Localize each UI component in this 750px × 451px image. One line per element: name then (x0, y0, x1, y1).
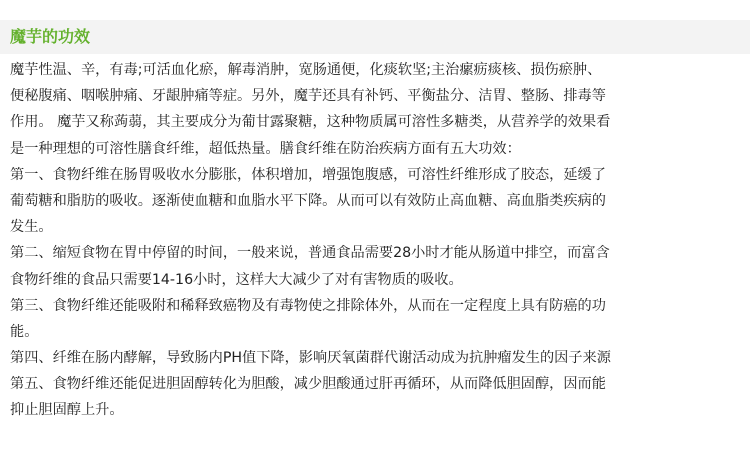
body-line-14: 抑止胆固醇上升。 (10, 402, 124, 419)
heading-bar (0, 20, 750, 54)
article-body (10, 57, 748, 424)
body-line-9: 食物纤维的食品只需要14-16小时，这样大大减少了对有害物质的吸收。 (10, 271, 463, 288)
body-line-12: 第四、纤维在肠内酵解，导致肠内PH值下降，影响厌氧菌群代谢活动成为抗肿瘤发生的因子来源 (10, 350, 611, 367)
body-line-8: 第二、缩短食物在胃中停留的时间，一般来说，普通食品需要28小时才能从肠道中排空，而富含 (10, 245, 610, 262)
body-line-6: 葡萄糖和脂肪的吸收。逐渐使血糖和血脂水平下降。从而可以有效防止高血糖、高血脂类疾病的 (10, 192, 606, 209)
body-line-2: 便秘腹痛、咽喉肿痛、牙龈肿痛等症。另外，魔芋还具有补钙、平衡盐分、洁胃、整肠、排毒等 (10, 88, 606, 105)
body-line-1: 魔芋性温、辛，有毒;可活血化瘀，解毒消肿，宽肠通便，化痰软坚;主治瘰疬痰核、损伤瘀肿、 (10, 62, 602, 78)
article-heading: 魔芋的功效 (10, 27, 91, 46)
body-line-11: 能。 (10, 323, 39, 340)
body-line-4: 是一种理想的可溶性膳食纤维，超低热量。膳食纤维在防治疾病方面有五大功效： (10, 140, 521, 157)
body-line-7: 发生。 (10, 219, 53, 236)
body-line-13: 第五、食物纤维还能促进胆固醇转化为胆酸，减少胆酸通过肝再循环，从而降低胆固醇，因而能 (10, 376, 606, 393)
body-line-3: 作用。 魔芋又称蒟蒻，其主要成分为葡甘露聚糖，这种物质属可溶性多糖类，从营养学的效果看 (10, 114, 611, 131)
body-line-5: 第一、食物纤维在肠胃吸收水分膨胀，体积增加，增强饱腹感，可溶性纤维形成了胶态，延缓了 (10, 166, 606, 183)
body-line-10: 第三、食物纤维还能吸附和稀释致癌物及有毒物使之排除体外，从而在一定程度上具有防癌的功 (10, 297, 606, 314)
